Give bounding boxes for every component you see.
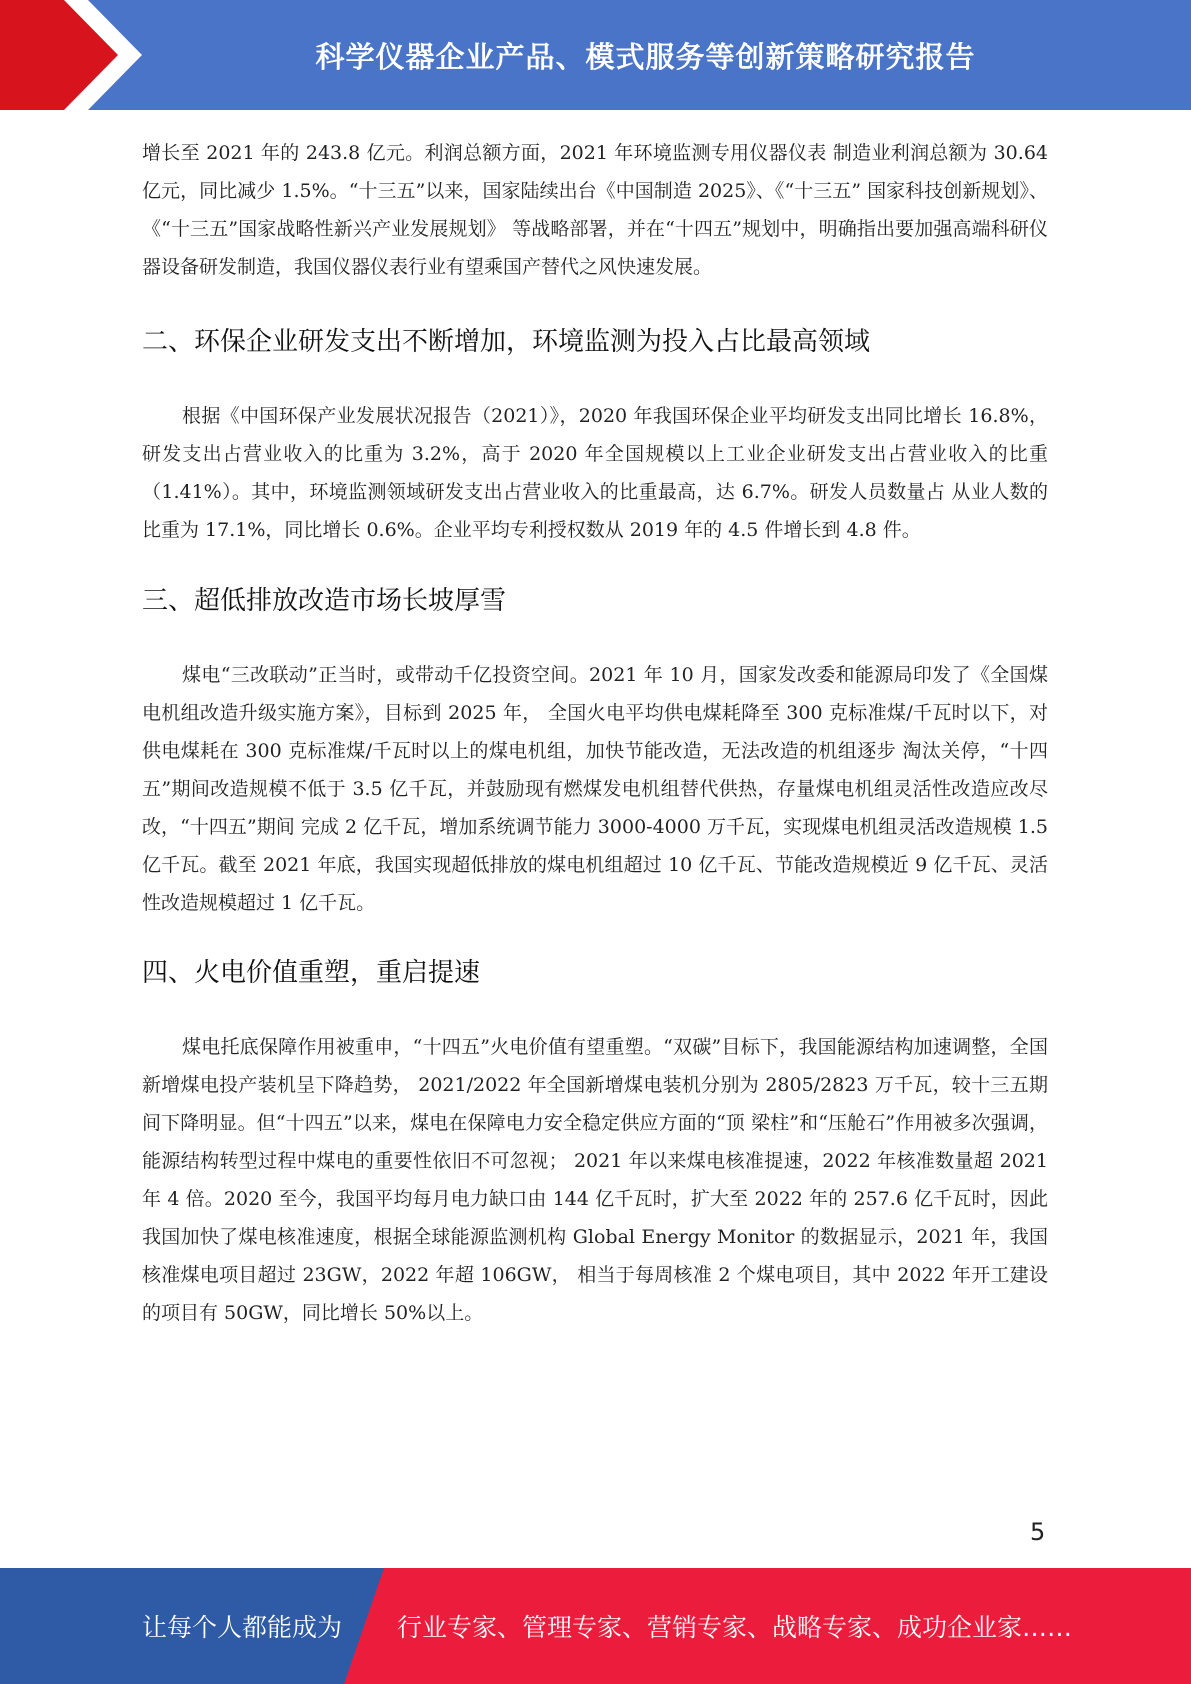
- footer-slogan-left: 让每个人都能成为: [142, 1613, 343, 1642]
- header-band: [0, 0, 1191, 110]
- page-content: [142, 134, 1048, 1332]
- section-paragraph-3: 煤电“三改联动”正当时，或带动千亿投资空间。2021 年 10 月，国家发改委和能源局印发了《全国煤电机组改造升级实施方案》，目标到 2025 年， 全国火电平均供电煤耗降至 300 克标准煤/千瓦时以下，对供电煤耗在 300 克标准煤/千瓦时以上的煤电机组，加快节能改造，无法改造的机组逐步 淘汰关停，“十四五”期间改造规模不低于 3.5 亿千瓦，并鼓励现有燃煤发电机组替代供热，存量煤电机组灵活性改造应改尽改，“十四五”期间 完成 2 亿千瓦，增加系统调节能力 3000-4000 万千瓦，实现煤电机组灵活改造规模 1.5 亿千瓦。截至 2021 年底，我国实现超低排放的煤电机组超过 10 亿千瓦、节能改造规模近 9 亿千瓦、灵活性改造规模超过 1 亿千瓦。: [142, 664, 1048, 914]
- intro-paragraph: 增长至 2021 年的 243.8 亿元。利润总额方面，2021 年环境监测专用仪器仪表 制造业利润总额为 30.64 亿元，同比减少 1.5%。“十三五”以来，国家陆续出台《中国制造 2025》、《“十三五” 国家科技创新规划》、《“十三五”国家战略性新兴产业发展规划》 等战略部署，并在“十四五”规划中，明确指出要加强高端科研仪 器设备研发制造，我国仪器仪表行业有望乘国产替代之风快速发展。: [142, 142, 1048, 278]
- section-heading-4: 四、火电价值重塑，重启提速: [142, 958, 481, 988]
- footer-slogan-right: 行业专家、管理专家、营销专家、战略专家、成功企业家……: [397, 1613, 1073, 1642]
- footer-band: [0, 1568, 1191, 1684]
- report-title: 科学仪器企业产品、模式服务等创新策略研究报告: [315, 39, 976, 74]
- page-number: 5: [1030, 1518, 1046, 1546]
- section-heading-2: 二、环保企业研发支出不断增加，环境监测为投入占比最高领域: [142, 327, 871, 357]
- section-paragraph-4: 煤电托底保障作用被重申，“十四五”火电价值有望重塑。“双碳”目标下，我国能源结构加速调整，全国新增煤电投产装机呈下降趋势， 2021/2022 年全国新增煤电装机分别为 2805/2823 万千瓦，较十三五期间下降明显。但“十四五”以来，煤电在保障电力安全稳定供应方面的“顶 梁柱”和“压舱石”作用被多次强调，能源结构转型过程中煤电的重要性依旧不可忽视； 2021 年以来煤电核准提速，2022 年核准数量超 2021 年 4 倍。2020 至今，我国平均每月电力缺口由 144 亿千瓦时，扩大至 2022 年的 257.6 亿千瓦时，因此 我国加快了煤电核准速度，根据全球能源监测机构 Global Energy Monitor 的数据显示，2021 年，我国核准煤电项目超过 23GW，2022 年超 106GW， 相当于每周核准 2 个煤电项目，其中 2022 年开工建设的项目有 50GW，同比增长 50%以上。: [142, 1036, 1048, 1324]
- section-heading-3: 三、超低排放改造市场长坡厚雪: [142, 586, 507, 616]
- section-paragraph-2: 根据《中国环保产业发展状况报告（2021）》，2020 年我国环保企业平均研发支出同比增长 16.8%，研发支出占营业收入的比重为 3.2%，高于 2020 年全国规模以上工业企业研发支出占营业收入的比重（1.41%）。其中，环境监测领域研发支出占营业收入的比重最高，达 6.7%。研发人员数量占 从业人数的比重为 17.1%，同比增长 0.6%。企业平均专利授权数从 2019 年的 4.5 件增长到 4.8 件。: [142, 405, 1048, 541]
